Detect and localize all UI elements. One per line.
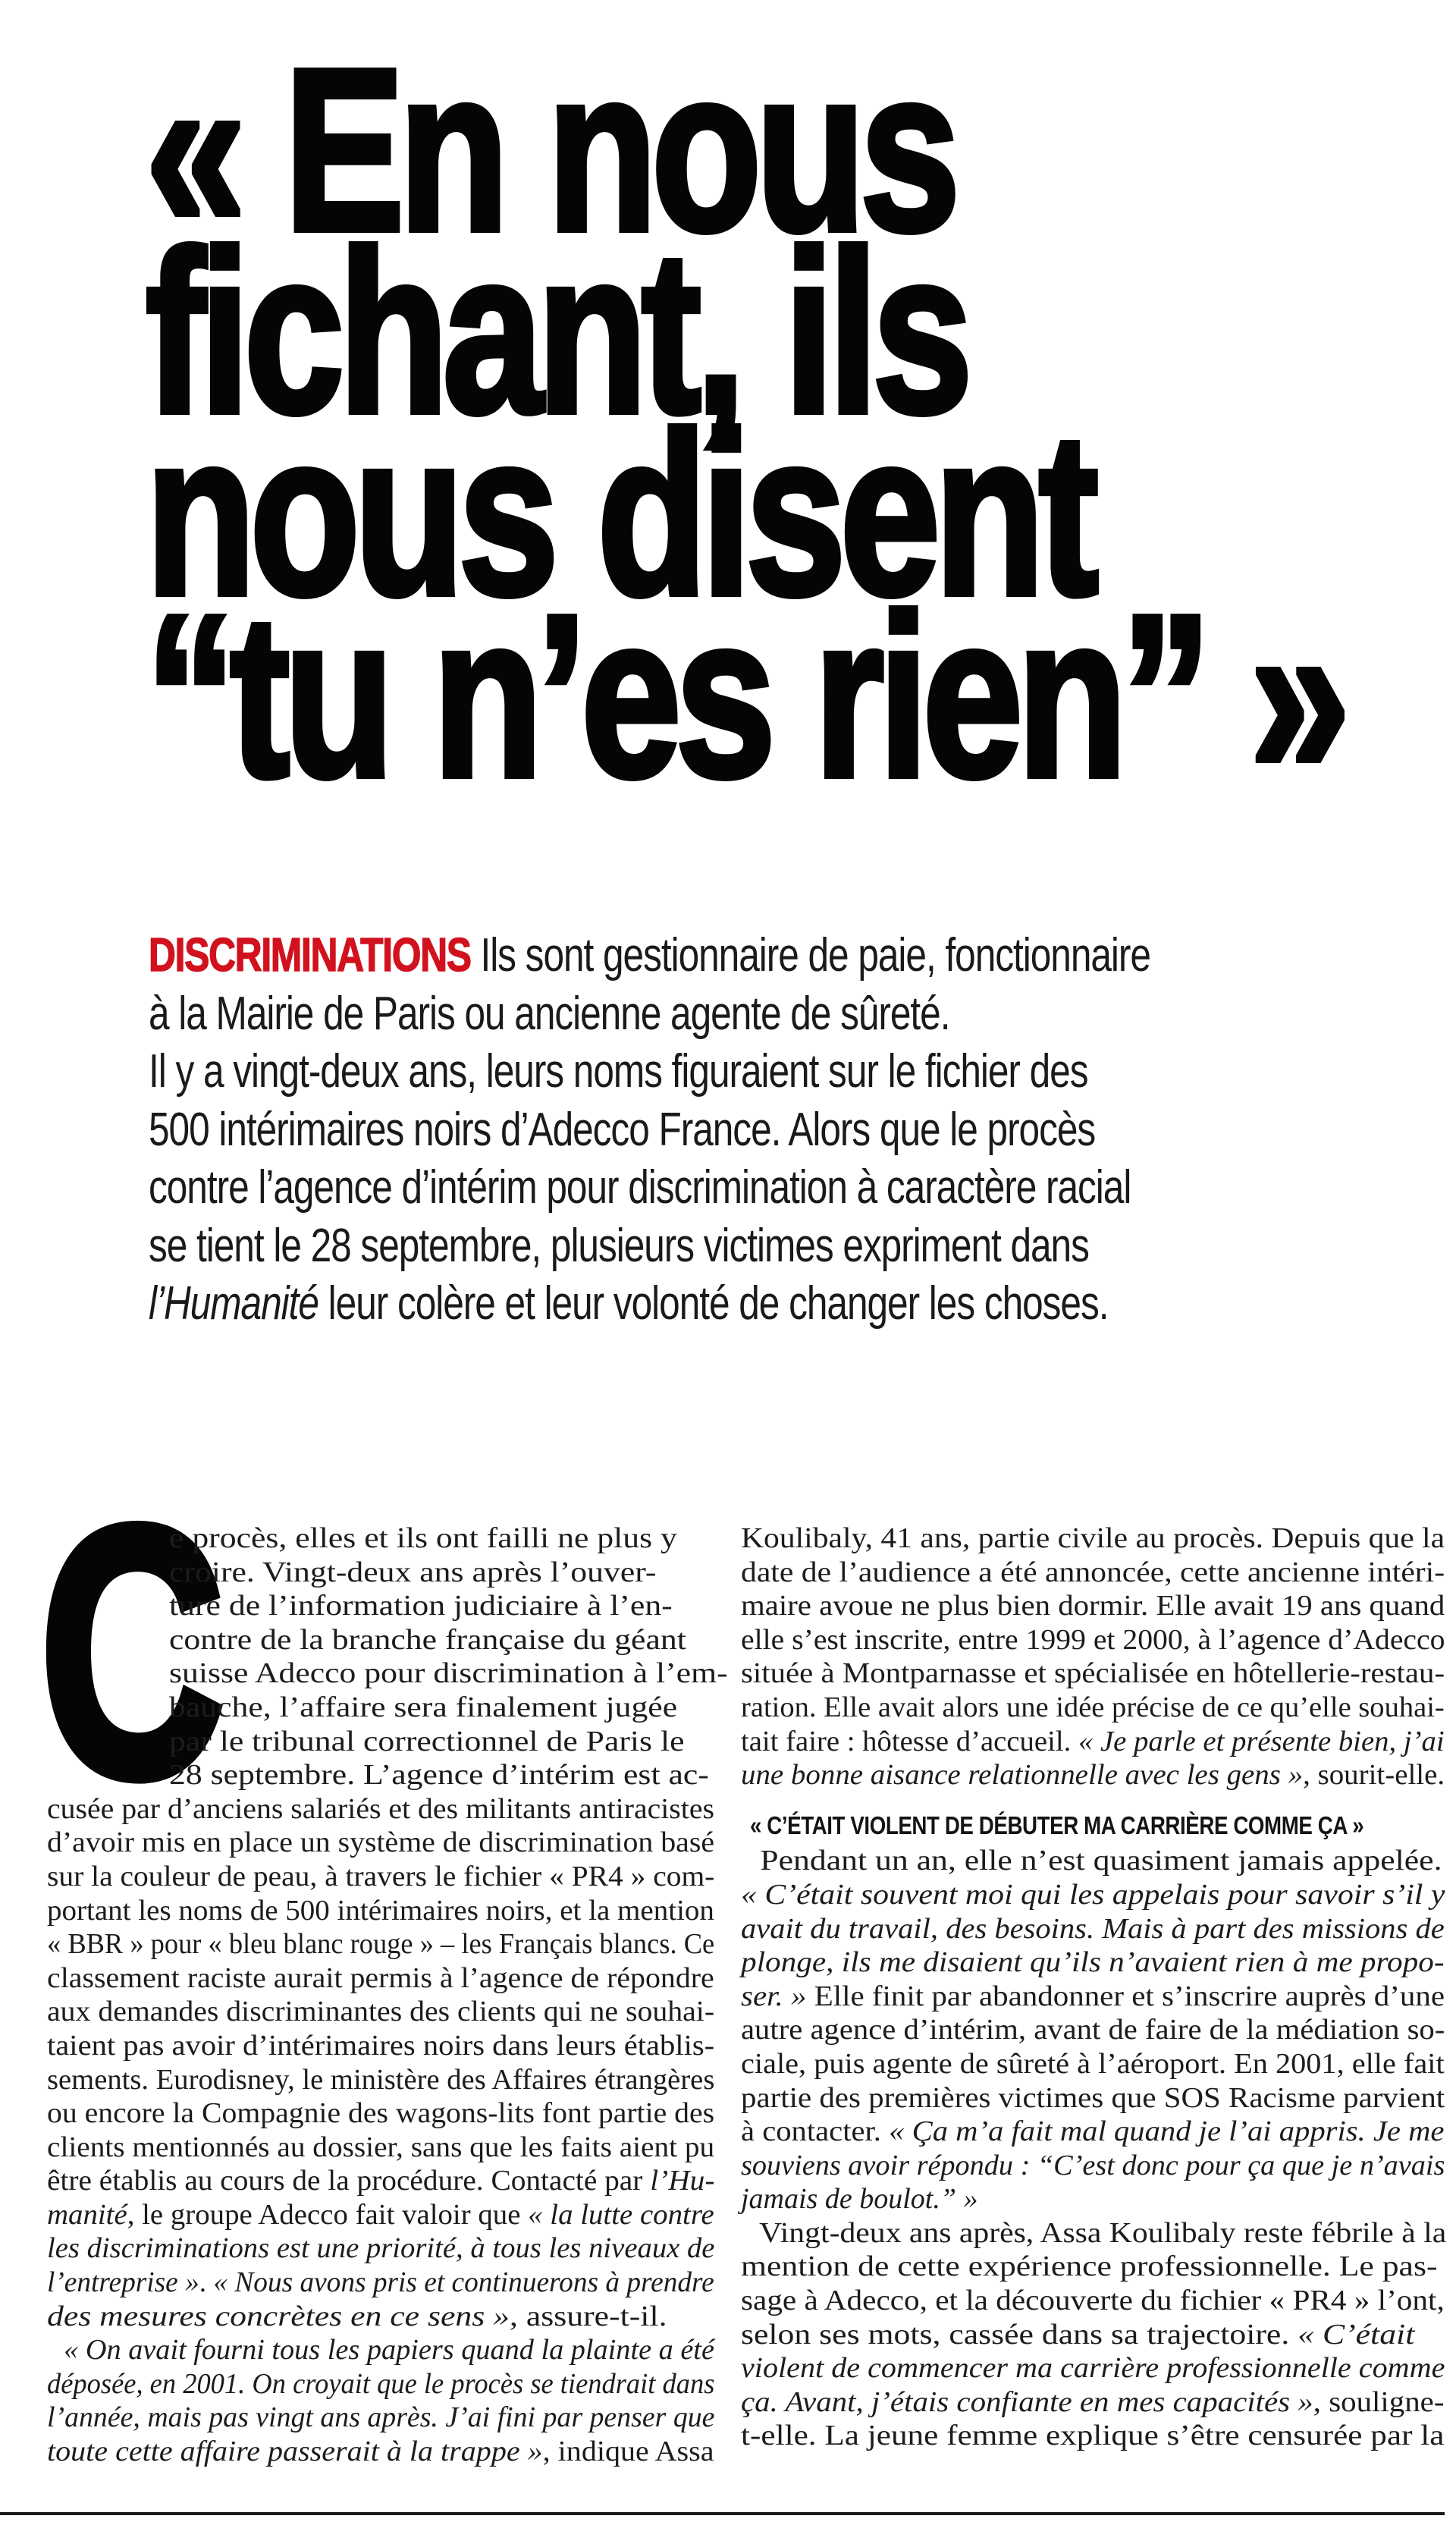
text-line bbox=[741, 2351, 1445, 2385]
text-run: ration. Elle avait alors une idée précise de ce qu’elle souhai- bbox=[741, 1691, 1445, 1723]
text-run: « BBR » pour « bleu blanc rouge » – les Français blancs. Ce bbox=[47, 1928, 715, 1961]
text-run: Elle finit par abandonner et s’inscrire auprès d’une bbox=[806, 1980, 1445, 2012]
italic-quote: « C’était bbox=[1298, 2318, 1415, 2351]
text-line bbox=[47, 1623, 686, 1657]
text-line bbox=[741, 1844, 1442, 1878]
body-column-right-bottom bbox=[741, 1844, 1445, 2453]
text-line bbox=[741, 1657, 1445, 1691]
headline-line: « En nous bbox=[146, 20, 955, 279]
lead-line bbox=[149, 927, 1380, 985]
text-line bbox=[741, 1725, 1445, 1759]
text-run: taient pas avoir d’intérimaires noirs dans leurs établis- bbox=[47, 2029, 715, 2062]
italic-quote: violent de commencer ma carrière professionnelle comme bbox=[741, 2352, 1445, 2385]
text-line bbox=[47, 2063, 714, 2097]
italic-quote: ser. » bbox=[741, 1980, 807, 2012]
text-line bbox=[741, 2216, 1446, 2250]
text-line bbox=[47, 1556, 657, 1590]
text-line bbox=[741, 2013, 1445, 2047]
text-line bbox=[741, 2250, 1438, 2284]
text-run: par le tribunal correctionnel de Paris le bbox=[169, 1725, 685, 1757]
italic-quote: ça. Avant, j’étais confiante en mes capacités » bbox=[741, 2385, 1313, 2418]
text-line bbox=[47, 2096, 714, 2131]
lead-paragraph bbox=[149, 927, 1380, 1333]
text-run: clients mentionnés au dossier, sans que les faits aient pu bbox=[47, 2131, 715, 2163]
drop-cap: C bbox=[39, 1453, 225, 1851]
headline-line: “tu n’es rien” » bbox=[146, 567, 1345, 825]
text-run: sur la couleur de peau, à travers le fichier « PR4 » com- bbox=[47, 1860, 715, 1892]
text-line bbox=[741, 2081, 1445, 2115]
subhead: « C’ÉTAIT VIOLENT DE DÉBUTER MA CARRIÈRE COMME ÇA » bbox=[750, 1811, 1364, 1839]
text-line bbox=[741, 2182, 1445, 2216]
text-line bbox=[741, 1556, 1445, 1590]
text-line bbox=[47, 1691, 677, 1725]
lead-line: à la Mairie de Paris ou ancienne agente de sûreté. bbox=[149, 987, 950, 1040]
text-line bbox=[741, 1946, 1445, 1980]
text-run: à contacter. bbox=[741, 2115, 890, 2148]
text-line bbox=[47, 2029, 714, 2063]
text-line bbox=[47, 2300, 667, 2334]
italic-quote: « Nous avons pris et continuerons à prendre bbox=[213, 2266, 714, 2299]
text-line bbox=[47, 1860, 714, 1894]
text-line bbox=[47, 2164, 714, 2198]
text-line bbox=[47, 1927, 714, 1961]
italic-quote: plonge, ils me disaient qu’ils n’avaient rien à me propo- bbox=[741, 1946, 1445, 1979]
text-line bbox=[47, 1894, 714, 1928]
text-line bbox=[47, 2435, 714, 2469]
lead-line: contre l’agence d’intérim pour discrimination à caractère racial bbox=[149, 1161, 1131, 1214]
text-run: date de l’audience a été annoncée, cette ancienne intéri- bbox=[741, 1556, 1445, 1588]
text-line bbox=[741, 2284, 1445, 2318]
bottom-rule bbox=[0, 2512, 1445, 2515]
text-line bbox=[47, 1725, 685, 1759]
text-run: Koulibaly, 41 ans, partie civile au procès. Depuis que la bbox=[741, 1522, 1445, 1554]
text-run: contre de la branche française du géant bbox=[169, 1623, 686, 1656]
text-line bbox=[47, 2266, 714, 2300]
text-run: t-elle. La jeune femme explique s’être censurée par la bbox=[741, 2420, 1445, 2452]
text-run: sage à Adecco, et la découverte du fichier « PR4 » l’ont, bbox=[741, 2285, 1445, 2317]
text-line bbox=[47, 2198, 714, 2232]
text-line bbox=[47, 1657, 728, 1691]
kicker-label: DISCRIMINATIONS bbox=[149, 929, 471, 981]
text-line bbox=[47, 1826, 714, 1860]
text-run: partie des premières victimes que SOS Racisme parvient bbox=[741, 2081, 1445, 2114]
text-run: elle s’est inscrite, entre 1999 et 2000, à l’agence d’Adecco bbox=[741, 1623, 1445, 1656]
italic-quote: l’Hu- bbox=[650, 2165, 715, 2197]
lead-line: se tient le 28 septembre, plusieurs victimes expriment dans bbox=[149, 1219, 1089, 1272]
text-line bbox=[741, 1878, 1445, 1912]
text-line bbox=[47, 2231, 714, 2266]
text-run: 28 septembre. L’agence d’intérim est ac- bbox=[169, 1759, 709, 1792]
lead-text: Ils sont gestionnaire de paie, fonctionnaire bbox=[470, 929, 1150, 981]
text-line bbox=[741, 1623, 1445, 1657]
text-line bbox=[47, 1522, 677, 1556]
italic-quote: « Ça m’a fait mal quand je l’ai appris. Je me bbox=[889, 2115, 1445, 2148]
text-run: ciale, puis agente de sûreté à l’aéroport. En 2001, elle fait bbox=[741, 2047, 1445, 2080]
headline-line: fichant, ils bbox=[146, 203, 967, 461]
italic-quote: « Je parle et présente bien, j’ai bbox=[1078, 1725, 1445, 1757]
publication-name: l’Humanité bbox=[149, 1277, 318, 1330]
lead-line: Il y a vingt-deux ans, leurs noms figuraient sur le fichier des bbox=[149, 1045, 1088, 1098]
text-line bbox=[741, 1758, 1445, 1792]
lead-line bbox=[149, 1275, 1380, 1333]
headline-line: nous disent bbox=[146, 385, 1094, 643]
headline bbox=[146, 20, 1345, 825]
text-line bbox=[741, 2115, 1445, 2149]
text-line bbox=[741, 2047, 1445, 2081]
lead-line: 500 intérimaires noirs d’Adecco France. Alors que le procès bbox=[149, 1103, 1096, 1156]
text-line bbox=[47, 1792, 714, 1826]
text-line bbox=[47, 1995, 714, 2029]
body-column-right-top bbox=[741, 1522, 1445, 1792]
text-run: autre agence d’intérim, avant de faire de la médiation so- bbox=[741, 2014, 1445, 2046]
text-run: être établis au cours de la procédure. Contacté par bbox=[47, 2165, 651, 2197]
text-run: bauche, l’affaire sera finalement jugée bbox=[169, 1691, 678, 1723]
text-run: , le groupe Adecco fait valoir que bbox=[127, 2198, 529, 2231]
text-run: mention de cette expérience professionnelle. Le pas- bbox=[741, 2250, 1438, 2283]
text-line bbox=[47, 1961, 714, 1996]
text-run: . bbox=[199, 2266, 214, 2299]
text-line bbox=[47, 1758, 709, 1792]
text-run: d’avoir mis en place un système de discrimination basé bbox=[47, 1826, 715, 1859]
text-line bbox=[741, 2149, 1445, 2183]
text-run: selon ses mots, cassée dans sa trajectoire. bbox=[741, 2318, 1298, 2351]
text-line bbox=[741, 2385, 1445, 2420]
text-run: classement raciste aurait permis à l’agence de répondre bbox=[47, 1961, 714, 1994]
text-line bbox=[741, 2318, 1414, 2352]
italic-quote: toute cette affaire passerait à la trappe » bbox=[47, 2436, 543, 2468]
text-run: suisse Adecco pour discrimination à l’em- bbox=[169, 1657, 728, 1690]
text-line bbox=[741, 2419, 1445, 2453]
text-line bbox=[741, 1522, 1445, 1556]
italic-quote: l’entreprise » bbox=[47, 2266, 199, 2299]
text-line bbox=[741, 1980, 1445, 2014]
text-run: maire avoue ne plus bien dormir. Elle avait 19 ans quand bbox=[741, 1590, 1445, 1622]
text-run: , indique Assa bbox=[542, 2436, 714, 2468]
italic-quote: les discriminations est une priorité, à tous les niveaux de bbox=[47, 2232, 715, 2265]
text-line bbox=[741, 1912, 1445, 1946]
text-line bbox=[47, 2333, 714, 2367]
italic-quote: « On avait fourni tous les papiers quand la plainte a été bbox=[64, 2334, 714, 2367]
text-run: sements. Eurodisney, le ministère des Affaires étrangères bbox=[47, 2063, 715, 2096]
italic-quote: une bonne aisance relationnelle avec les gens » bbox=[741, 1759, 1304, 1792]
italic-quote: déposée, en 2001. On croyait que le procès se tiendrait dans bbox=[47, 2367, 715, 2400]
text-line bbox=[47, 2367, 714, 2401]
text-run: e procès, elles et ils ont failli ne plus y bbox=[169, 1522, 677, 1554]
text-run: aux demandes discriminantes des clients qui ne souhai- bbox=[47, 1996, 715, 2028]
text-run: ture de l’information judiciaire à l’en- bbox=[169, 1590, 673, 1622]
text-run: ou encore la Compagnie des wagons-lits font partie des bbox=[47, 2097, 715, 2130]
italic-quote: manité bbox=[47, 2198, 127, 2231]
text-run: , sourit-elle. bbox=[1303, 1759, 1445, 1792]
italic-quote: « la lutte contre bbox=[528, 2198, 714, 2231]
text-run: tait faire : hôtesse d’accueil. bbox=[741, 1725, 1078, 1757]
text-run: , souligne- bbox=[1313, 2385, 1445, 2418]
text-run: située à Montparnasse et spécialisée en hôtellerie-restau- bbox=[741, 1657, 1445, 1690]
text-line bbox=[47, 2401, 714, 2435]
italic-quote: souviens avoir répondu : “C’est donc pour ça que je n’avais bbox=[741, 2149, 1445, 2181]
text-run: croire. Vingt-deux ans après l’ouver- bbox=[169, 1556, 657, 1588]
italic-quote: l’année, mais pas vingt ans après. J’ai fini par penser que bbox=[47, 2401, 715, 2434]
text-line bbox=[741, 1589, 1445, 1623]
text-run: portant les noms de 500 intérimaires noirs, et la mention bbox=[47, 1894, 714, 1927]
text-line bbox=[47, 1589, 673, 1623]
body-column-left bbox=[47, 1522, 728, 2469]
text-run: Vingt-deux ans après, Assa Koulibaly reste fébrile à la bbox=[759, 2216, 1447, 2249]
body-column-right bbox=[741, 1522, 1445, 2453]
italic-quote: jamais de boulot.” » bbox=[741, 2183, 978, 2216]
text-line bbox=[47, 2131, 714, 2165]
text-run: , assure-t-il. bbox=[510, 2300, 667, 2332]
text-line bbox=[741, 1691, 1445, 1725]
italic-quote: avait du travail, des besoins. Mais à part des missions de bbox=[741, 1912, 1445, 1945]
italic-quote: « C’était souvent moi qui les appelais pour savoir s’il y bbox=[741, 1878, 1445, 1911]
lead-text: leur colère et leur volonté de changer les choses. bbox=[318, 1277, 1109, 1330]
text-run: Pendant un an, elle n’est quasiment jamais appelée. bbox=[760, 1845, 1442, 1877]
text-run: cusée par d’anciens salariés et des militants antiracistes bbox=[47, 1792, 714, 1825]
italic-quote: des mesures concrètes en ce sens » bbox=[47, 2300, 510, 2332]
